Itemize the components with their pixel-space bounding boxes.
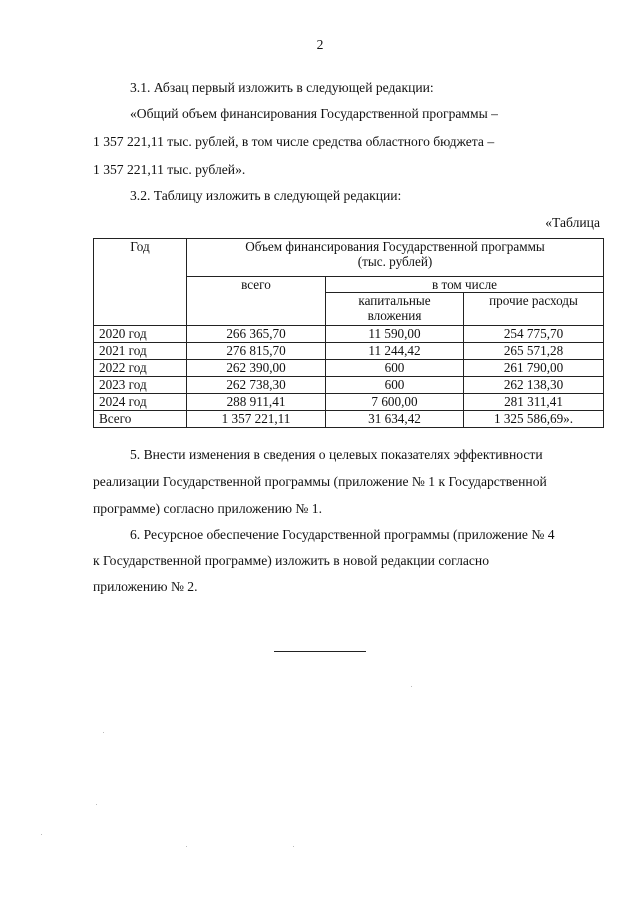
table-row [94, 360, 604, 377]
paragraph-3-1-heading: 3.1. Абзац первый изложить в следующей редакции: [130, 80, 434, 95]
scan-speck [41, 834, 42, 835]
scan-speck [103, 732, 104, 733]
financing-table [93, 238, 604, 428]
paragraph-5-line-2: реализации Государственной программы (приложение № 1 к Государственной [93, 474, 547, 489]
cell-year: 2022 год [94, 360, 187, 377]
cell-year: 2024 год [94, 394, 187, 411]
header-capital-line-1: капитальные [358, 293, 431, 308]
header-total: всего [187, 277, 326, 326]
table-row [94, 377, 604, 394]
cell-year: Всего [94, 411, 187, 428]
paragraph-5-line-1: 5. Внести изменения в сведения о целевых показателях эффективности [130, 447, 543, 462]
header-volume-line-1: Объем финансирования Государственной программы [245, 239, 545, 254]
scan-speck [411, 686, 412, 687]
table-row-total [94, 411, 604, 428]
header-capital-line-2: вложения [367, 308, 422, 323]
cell-total: 262 738,30 [187, 377, 326, 394]
paragraph-3-1-line-3: 1 357 221,11 тыс. рублей». [93, 162, 246, 177]
closing-rule [274, 651, 366, 652]
cell-other: 281 311,41 [464, 394, 604, 411]
paragraph-3-1-line-1: «Общий объем финансирования Государственной программы – [130, 106, 498, 121]
cell-year: 2023 год [94, 377, 187, 394]
scan-speck [186, 846, 187, 847]
cell-year: 2021 год [94, 343, 187, 360]
cell-year: 2020 год [94, 326, 187, 343]
cell-capital: 11 590,00 [326, 326, 464, 343]
cell-capital: 600 [326, 360, 464, 377]
table-label: «Таблица [545, 215, 600, 230]
header-year: Год [94, 239, 187, 326]
cell-total: 266 365,70 [187, 326, 326, 343]
paragraph-3-1-line-2: 1 357 221,11 тыс. рублей, в том числе средства областного бюджета – [93, 134, 495, 149]
table-row [94, 343, 604, 360]
scan-speck [293, 846, 294, 847]
page-number: 2 [316, 37, 324, 52]
cell-capital: 31 634,42 [326, 411, 464, 428]
paragraph-6-line-2: к Государственной программе) изложить в новой редакции согласно [93, 553, 489, 568]
cell-total: 1 357 221,11 [187, 411, 326, 428]
paragraph-6-line-1: 6. Ресурсное обеспечение Государственной программы (приложение № 4 [130, 527, 555, 542]
paragraph-5-line-3: программе) согласно приложению № 1. [93, 501, 322, 516]
paragraph-3-2-heading: 3.2. Таблицу изложить в следующей редакции: [130, 188, 402, 203]
header-including: в том числе [326, 277, 604, 293]
cell-total: 288 911,41 [187, 394, 326, 411]
scan-speck [96, 804, 97, 805]
table-row [94, 326, 604, 343]
header-capital [326, 293, 464, 326]
cell-other: 265 571,28 [464, 343, 604, 360]
header-volume [187, 239, 604, 277]
cell-other: 254 775,70 [464, 326, 604, 343]
paragraph-6-line-3: приложению № 2. [93, 579, 198, 594]
header-other: прочие расходы [464, 293, 604, 326]
cell-total: 276 815,70 [187, 343, 326, 360]
header-volume-line-2: (тыс. рублей) [357, 254, 433, 269]
cell-other: 261 790,00 [464, 360, 604, 377]
cell-other: 1 325 586,69». [464, 411, 604, 428]
cell-total: 262 390,00 [187, 360, 326, 377]
cell-capital: 11 244,42 [326, 343, 464, 360]
cell-other: 262 138,30 [464, 377, 604, 394]
cell-capital: 7 600,00 [326, 394, 464, 411]
table-row [94, 394, 604, 411]
cell-capital: 600 [326, 377, 464, 394]
